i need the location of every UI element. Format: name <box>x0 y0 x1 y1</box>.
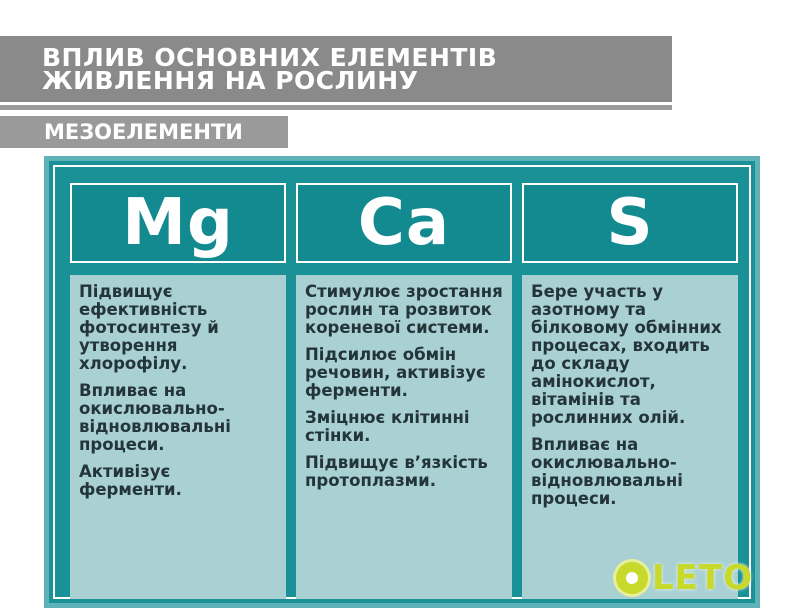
effect-text: Бере участь у азотному та білковому обмінних процесах, входить до складу амінокислот, вітамінів та рослинних олій. <box>531 282 722 427</box>
effect-text: Впливає на окислювально-відновлювальні процеси. <box>79 381 231 454</box>
element-description-s <box>522 275 738 599</box>
effect-text: Впливає на окислювально-відновлювальні процеси. <box>531 435 683 508</box>
title-banner <box>0 36 672 102</box>
panel-inner-frame <box>53 165 751 599</box>
effect-text: Підвищує в’язкість протоплазми. <box>305 453 488 490</box>
element-symbol-s: S <box>522 183 738 263</box>
elements-panel <box>44 156 760 608</box>
effect-text: Підсилює обмін речовин, активізує ферменти. <box>305 345 486 400</box>
logo-text: LETO <box>652 558 753 598</box>
page-title: ВПЛИВ ОСНОВНИХ ЕЛЕМЕНТІВ ЖИВЛЕННЯ НА РОСЛИНУ <box>42 43 498 95</box>
element-description-ca <box>296 275 512 599</box>
section-subtitle: МЕЗОЕЛЕМЕНТИ <box>44 120 243 144</box>
effect-text: Стимулює зростання рослин та розвиток кореневої системи. <box>305 282 503 337</box>
flower-icon <box>616 562 648 594</box>
effect-text: Підвищує ефективність фотосинтезу й утворення хлорофілу. <box>79 282 219 373</box>
element-symbol-ca: Ca <box>296 183 512 263</box>
element-description-mg <box>70 275 286 599</box>
element-symbol-mg: Mg <box>70 183 286 263</box>
effect-text: Активізує ферменти. <box>79 462 182 499</box>
effect-text: Зміцнює клітинні стінки. <box>305 408 470 445</box>
leto-logo <box>616 556 770 600</box>
subtitle-banner <box>0 116 288 148</box>
